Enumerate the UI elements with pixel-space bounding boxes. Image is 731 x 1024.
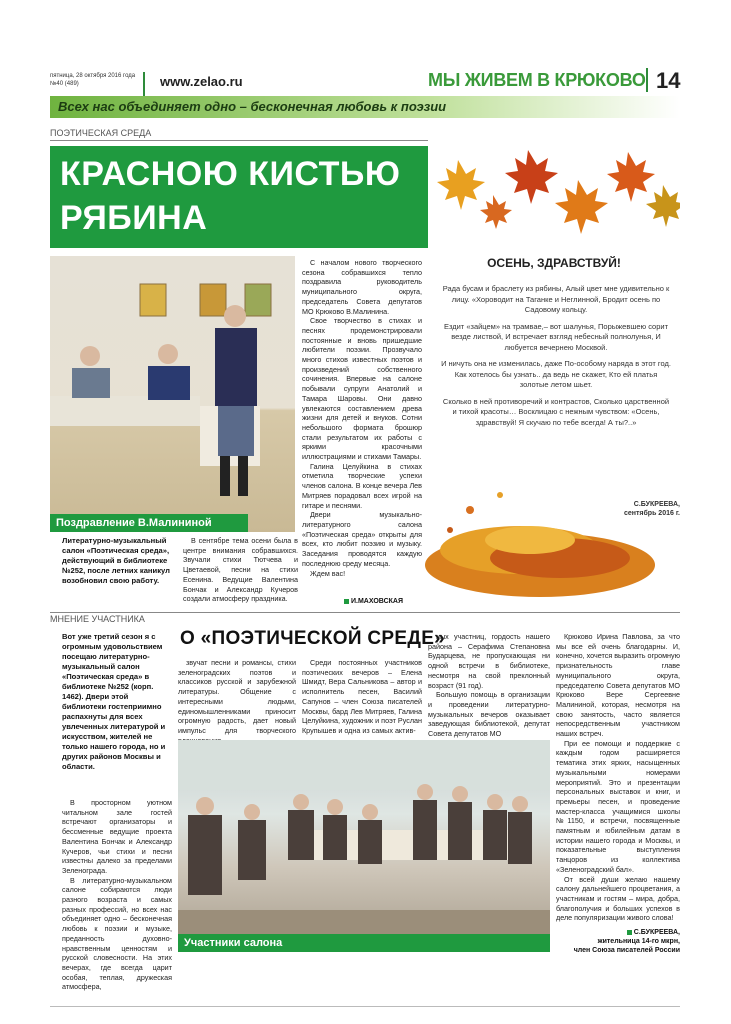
poem-stanza: Рада бусам и браслету из рябины, Алый цвет мне удивительно к лицу. «Хороводит на Таганке и Неглинной, Бродит осень по Садовому кольцу. [442,284,670,314]
article2-column: ных участниц, гордость нашего района – Серафима Степановна Бударцева, не пропускающая ни одной встречи в библиотеке, несмотря на свой преклонный возраст (91 год). Большую помощь в организации и проведении литературно-музыкальных вечеров оказывает заведующая библиотекой, депутат Совета депутатов МО [428,632,550,739]
rubric-line [50,612,680,613]
site-link[interactable]: www.zelao.ru [160,74,243,89]
article-signature: И.МАХОВСКАЯ [344,598,403,605]
article2-column: Среди постоянных участников поэтических вечеров – Елена Шмидт, Вера Сальникова – автор и исполнитель песен, Василий Сапунов – член Союза писателей Москвы, бард Лев Митряев, Галина Целуйкина, художник и поэт Руслан Крупышев и одна из самых актив- [302,658,422,735]
article-lead: Литературно-музыкальный салон «Поэтическая среда», действующий в библиотеке №252, после летних каникул возобновил свою работу. [62,536,170,585]
photo-people-illustration [50,256,295,532]
header-divider-right [646,68,648,92]
rubric-line [50,140,428,141]
article-headline: КРАСНОЮ КИСТЬЮ РЯБИНА [60,155,401,237]
section-title: МЫ ЖИВЕМ В КРЮКОВО [428,70,646,90]
maple-leaves-illustration [428,140,680,240]
article2-column: В просторном уютном читальном зале гостей встречают организаторы и бессменные ведущие проекта Валентина Бончак и Александр Кучеров, чьи стихи и песни известны далеко за пределами Зеленограда. В литературно-музыкальном салоне собираются люди разного возраста и самых разных профессий, но всех нас объединяет одно – бесконечная любовь к поэзии и музыке, преданность духовно-нравственным ценностям и русской словесности. На этих вечерах, где всегда царит особая, теплая, дружеская атмосфера, [62,798,172,992]
article2-lead: Вот уже третий сезон я с огромным удовольствием посещаю литературно-музыкальный салон «Поэтическая среда» в библиотеке №252 (корп. 1462). Двери этой библиотеки гостеприимно распахнуты для всех увлеченных литературой и искусством, жителей не только нашего города, но и других районов Москвы и области. [62,632,166,771]
poem-title: ОСЕНЬ, ЗДРАВСТВУЙ! [487,256,621,270]
article-column: В сентябре тема осени была в центре внимания собравшихся. Звучали стихи Тютчева и Цветаевой, песни на стихи Есенина. Ведущие Валентина Бончак и Александр Кучеров создали атмосферу праздника. [183,536,298,604]
footer-line [50,1006,680,1007]
article2-headline: О «ПОЭТИЧЕСКОЙ СРЕДЕ» [180,628,446,649]
poem-signature: С.БУКРЕЕВА, сентябрь 2016 г. [623,501,680,517]
photo-group-illustration [178,740,550,952]
poem-stanza: Ездит «зайцем» на трамвае,– вот шалунья, Порыжевшею сорит везде листвой, И встречает взгляд небесный полнолунья, И любуется вечернею Москвой. [443,321,669,352]
photo-caption: Поздравление В.Малининой [50,514,248,532]
photo-participants [178,740,550,952]
photo-congratulation [50,256,295,532]
poem-text [440,284,672,434]
rubric-opinion: МНЕНИЕ УЧАСТНИКА [50,614,145,624]
maple-leaf-icon [437,150,680,234]
rubric-poetry: ПОЭТИЧЕСКАЯ СРЕДА [50,128,152,138]
article2-signature: С.БУКРЕЕВА, жительница 14-го мкрн, член Союза писателей России [573,929,680,954]
article2-column: звучат песни и романсы, стихи зеленоградских поэтов и классиков русской и зарубежной литературы. Общение с интересными людьми, единомышленниками приносит огромную радость, дает новый импульс для творческого [178,658,296,735]
poem-stanza: И ничуть она не изменилась, даже По-особому наряда в этот год. Как хотелось бы узнать.. да ведь не скажет, Кто ей платья золотые летом шьет. [441,359,671,389]
article2-column: Крюково Ирина Павлова, за что мы все ей очень благодарны. И, конечно, хочется выразить огромную признательность главе муниципального округа, председателю Совета депутатов МО Крюково Вере Сергеевне Малининой, которая, несмотря на свою занятость, часто является непосредственным участником наших встреч. При ее помощи и поддержке с каждым годом расширяется тематика этих ярких, насыщенных музыкальными номерами мероприятий. Это и презентации персональных выставок и книг, и премьеры песен, и проведение мастер-класса учащимися школы №1150, и встречи, посвященные памятным и юбилейным датам в истории нашего города и Москвы, и показательные выступления танцоров из коллектива «Зеленоградский бал». От всей души желаю нашему салону дальнейшего процветания, а участникам и гостям – мира, добра, благополучия и больших успехов в деле популяризации живого слова! [556,632,680,923]
article-column: С началом нового творческого сезона собравшихся тепло поздравила руководитель муниципального округа, председатель Совета депутатов МО Крюково В.Малинина. Свое творчество в стихах и песнях продемонстрировали постоянные и вновь пришедшие любители поэзии. Прозвучало много стихов известных поэтов и произведений собственного сочинения. Впервые на салоне побывали супруги Анатолий и Тамара Шаровы. Они давно увлекаются составлением древа жизни для детей и внуков. Сотни небольшого формата брошюр стали результатом их работы с яркими красочными иллюстрациями и стихами Тамары. Галина Целуйкина в стихах отметила творческие успехи членов салона. В конце вечера Лев Митряев порадовал всех игрой на гитаре и песнями. Двери музыкально-литературного салона «Поэтическая среда» открыты для всех, кто любит поэзию и музыку. Заседания проводятся каждую последнюю среду месяца. Ждем вас! [302,258,422,578]
issue-date: пятница, 28 октября 2016 года №40 (489) [50,73,136,87]
leaf-pile-illustration [410,470,680,610]
page-number: 14 [656,68,681,93]
poem-stanza: Сколько в ней противоречий и контрастов, Сколько царственной и тихой красоты… Восклицаю с нежным чувством: «Осень, здравствуй! Я скучаю по тебе всегда! А ты?..» [442,396,670,427]
slogan: Всех нас объединяет одно – бесконечная любовь к поэзии [58,99,447,114]
photo2-caption: Участники салона [178,934,550,952]
